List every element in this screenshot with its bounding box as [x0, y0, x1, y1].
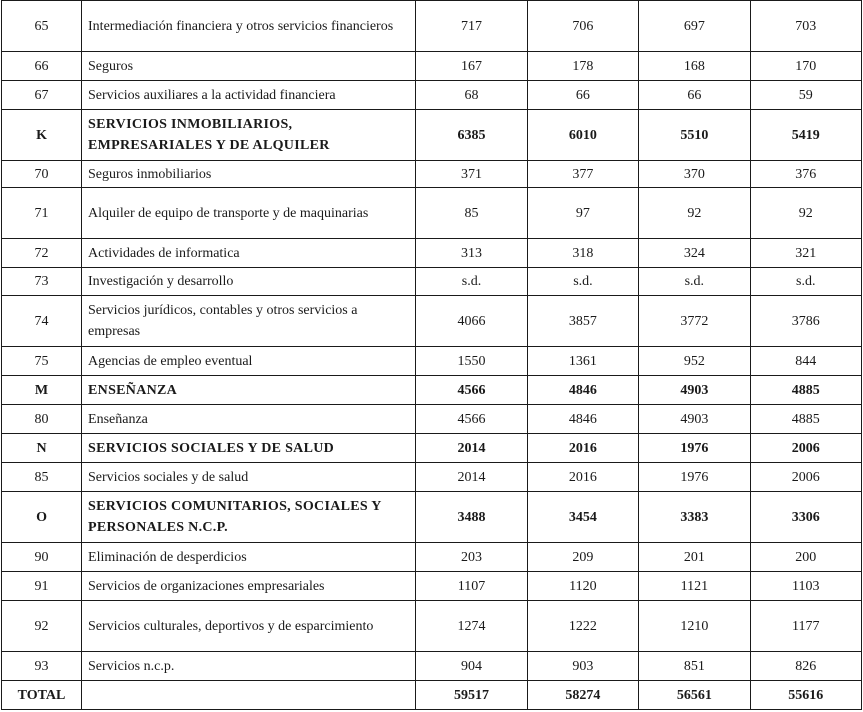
row-description: Agencias de empleo eventual — [82, 347, 416, 376]
value-cell-col1: 717 — [416, 1, 527, 52]
value-cell-col4: 4885 — [750, 405, 861, 434]
row-code: 73 — [2, 268, 82, 296]
row-code: M — [2, 376, 82, 405]
table-row — [2, 601, 862, 652]
table-row — [2, 463, 862, 492]
row-description: Servicios de organizaciones empresariales — [82, 572, 416, 601]
value-cell-col1: 1107 — [416, 572, 527, 601]
section-row — [2, 376, 862, 405]
value-cell-col2: 318 — [527, 239, 638, 268]
row-code: 67 — [2, 81, 82, 110]
value-cell-col1: 1274 — [416, 601, 527, 652]
value-cell-col1: 904 — [416, 652, 527, 681]
table-row — [2, 347, 862, 376]
value-cell-col4: 1103 — [750, 572, 861, 601]
value-cell-col4: 200 — [750, 543, 861, 572]
row-description: Servicios jurídicos, contables y otros servicios a empresas — [82, 296, 416, 347]
value-cell-col1: 59517 — [416, 681, 527, 710]
row-description: Servicios auxiliares a la actividad financiera — [82, 81, 416, 110]
table-row — [2, 652, 862, 681]
value-cell-col1: 6385 — [416, 110, 527, 161]
value-cell-col2: 6010 — [527, 110, 638, 161]
row-code: 92 — [2, 601, 82, 652]
value-cell-col4: s.d. — [750, 268, 861, 296]
value-cell-col2: s.d. — [527, 268, 638, 296]
value-cell-col2: 97 — [527, 188, 638, 239]
value-cell-col1: 3488 — [416, 492, 527, 543]
section-row — [2, 492, 862, 543]
row-description: Enseñanza — [82, 405, 416, 434]
value-cell-col1: 2014 — [416, 434, 527, 463]
value-cell-col4: 376 — [750, 161, 861, 188]
value-cell-col1: 4066 — [416, 296, 527, 347]
value-cell-col4: 55616 — [750, 681, 861, 710]
table-row — [2, 239, 862, 268]
value-cell-col3: 851 — [639, 652, 750, 681]
row-description: Servicios sociales y de salud — [82, 463, 416, 492]
value-cell-col3: 168 — [639, 52, 750, 81]
value-cell-col2: 4846 — [527, 405, 638, 434]
value-cell-col3: 1976 — [639, 434, 750, 463]
value-cell-col2: 3454 — [527, 492, 638, 543]
total-row — [2, 681, 862, 710]
value-cell-col4: 844 — [750, 347, 861, 376]
value-cell-col3: 66 — [639, 81, 750, 110]
value-cell-col3: 92 — [639, 188, 750, 239]
table-row — [2, 296, 862, 347]
row-code: 75 — [2, 347, 82, 376]
value-cell-col2: 706 — [527, 1, 638, 52]
row-description: Eliminación de desperdicios — [82, 543, 416, 572]
value-cell-col2: 2016 — [527, 434, 638, 463]
row-code: 91 — [2, 572, 82, 601]
value-cell-col2: 1361 — [527, 347, 638, 376]
row-description: SERVICIOS INMOBILIARIOS, EMPRESARIALES Y DE ALQUILER — [82, 110, 416, 161]
table-row — [2, 188, 862, 239]
table-row — [2, 572, 862, 601]
value-cell-col3: 3383 — [639, 492, 750, 543]
row-description: Alquiler de equipo de transporte y de maquinarias — [82, 188, 416, 239]
value-cell-col1: 4566 — [416, 376, 527, 405]
value-cell-col3: 324 — [639, 239, 750, 268]
value-cell-col1: 1550 — [416, 347, 527, 376]
row-description: Seguros inmobiliarios — [82, 161, 416, 188]
value-cell-col2: 209 — [527, 543, 638, 572]
value-cell-col2: 66 — [527, 81, 638, 110]
value-cell-col3: 370 — [639, 161, 750, 188]
value-cell-col4: 170 — [750, 52, 861, 81]
row-code: N — [2, 434, 82, 463]
value-cell-col4: 4885 — [750, 376, 861, 405]
value-cell-col4: 321 — [750, 239, 861, 268]
value-cell-col2: 1222 — [527, 601, 638, 652]
row-code: 71 — [2, 188, 82, 239]
table-row — [2, 81, 862, 110]
section-row — [2, 110, 862, 161]
value-cell-col4: 3786 — [750, 296, 861, 347]
value-cell-col1: 85 — [416, 188, 527, 239]
value-cell-col4: 826 — [750, 652, 861, 681]
value-cell-col2: 178 — [527, 52, 638, 81]
row-description: Servicios n.c.p. — [82, 652, 416, 681]
value-cell-col2: 2016 — [527, 463, 638, 492]
value-cell-col4: 2006 — [750, 434, 861, 463]
row-description: ENSEÑANZA — [82, 376, 416, 405]
row-code: 93 — [2, 652, 82, 681]
table-body — [2, 1, 862, 710]
table-row — [2, 405, 862, 434]
value-cell-col1: 203 — [416, 543, 527, 572]
value-cell-col3: 1976 — [639, 463, 750, 492]
row-code: 85 — [2, 463, 82, 492]
value-cell-col4: 5419 — [750, 110, 861, 161]
services-employment-table — [1, 0, 862, 710]
row-code: 74 — [2, 296, 82, 347]
value-cell-col3: 1210 — [639, 601, 750, 652]
row-code: 80 — [2, 405, 82, 434]
value-cell-col3: 4903 — [639, 405, 750, 434]
row-code: 65 — [2, 1, 82, 52]
value-cell-col2: 58274 — [527, 681, 638, 710]
row-description: Actividades de informatica — [82, 239, 416, 268]
value-cell-col1: 2014 — [416, 463, 527, 492]
value-cell-col4: 2006 — [750, 463, 861, 492]
row-description: Investigación y desarrollo — [82, 268, 416, 296]
value-cell-col3: 952 — [639, 347, 750, 376]
value-cell-col4: 703 — [750, 1, 861, 52]
value-cell-col1: 68 — [416, 81, 527, 110]
value-cell-col2: 1120 — [527, 572, 638, 601]
row-description: SERVICIOS SOCIALES Y DE SALUD — [82, 434, 416, 463]
value-cell-col3: 3772 — [639, 296, 750, 347]
row-code: 70 — [2, 161, 82, 188]
value-cell-col3: 201 — [639, 543, 750, 572]
row-code: O — [2, 492, 82, 543]
value-cell-col3: 5510 — [639, 110, 750, 161]
value-cell-col3: 56561 — [639, 681, 750, 710]
value-cell-col3: 697 — [639, 1, 750, 52]
row-code: K — [2, 110, 82, 161]
row-description — [82, 681, 416, 710]
value-cell-col1: 371 — [416, 161, 527, 188]
table-row — [2, 268, 862, 296]
row-code: 72 — [2, 239, 82, 268]
row-code: 66 — [2, 52, 82, 81]
table-row — [2, 161, 862, 188]
value-cell-col2: 377 — [527, 161, 638, 188]
section-row — [2, 434, 862, 463]
value-cell-col3: 4903 — [639, 376, 750, 405]
value-cell-col1: 167 — [416, 52, 527, 81]
table-row — [2, 1, 862, 52]
row-code: TOTAL — [2, 681, 82, 710]
value-cell-col2: 3857 — [527, 296, 638, 347]
value-cell-col3: 1121 — [639, 572, 750, 601]
table-row — [2, 543, 862, 572]
value-cell-col4: 92 — [750, 188, 861, 239]
value-cell-col4: 59 — [750, 81, 861, 110]
value-cell-col3: s.d. — [639, 268, 750, 296]
row-description: Seguros — [82, 52, 416, 81]
value-cell-col1: 313 — [416, 239, 527, 268]
row-code: 90 — [2, 543, 82, 572]
row-description: Servicios culturales, deportivos y de esparcimiento — [82, 601, 416, 652]
value-cell-col2: 4846 — [527, 376, 638, 405]
value-cell-col2: 903 — [527, 652, 638, 681]
value-cell-col4: 1177 — [750, 601, 861, 652]
table-row — [2, 52, 862, 81]
value-cell-col1: s.d. — [416, 268, 527, 296]
row-description: SERVICIOS COMUNITARIOS, SOCIALES Y PERSONALES N.C.P. — [82, 492, 416, 543]
value-cell-col4: 3306 — [750, 492, 861, 543]
value-cell-col1: 4566 — [416, 405, 527, 434]
row-description: Intermediación financiera y otros servicios financieros — [82, 1, 416, 52]
